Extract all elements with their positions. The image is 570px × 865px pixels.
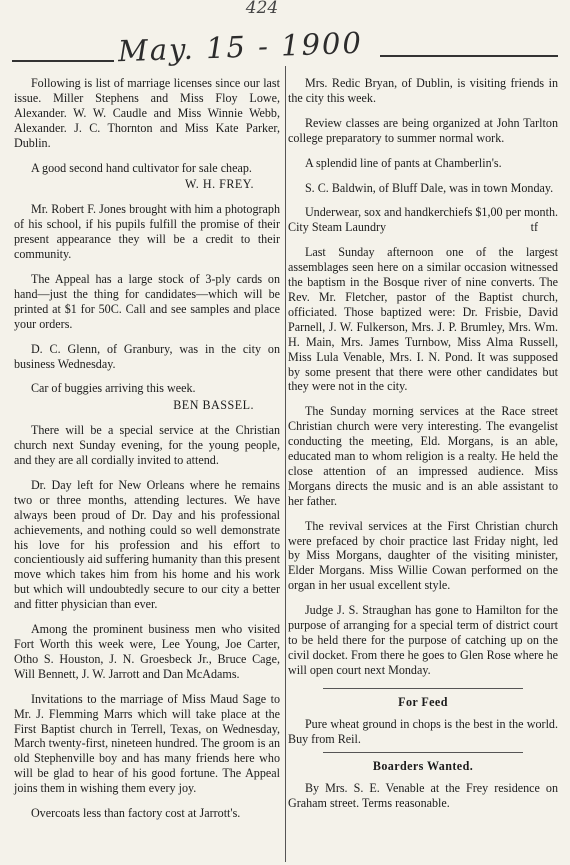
review-classes-item: Review classes are being organized at John Tarlton college preparatory to summer normal work. <box>288 115 558 145</box>
buggies-ad-signature: BEN BASSEL. <box>173 398 254 413</box>
pants-ad: A splendid line of pants at Chamberlin's. <box>304 155 502 170</box>
baptism-item: Last Sunday afternoon one of the largest assemblages seen here on a similar occasion witnessed the baptism in the Bosque river of nine converts. The Rev. Mr. Fletcher, pastor of the Baptist church, officiated. Those baptized were: Dr. Frisbie, David Parnell, J. W. Fulkerson, Mrs. J. P. Brumley, Mrs. Wm. H. Main, Mrs. James Turnbow, Miss Alma Russell, Miss Lula Venable, Mrs. I. N. Pond. It was supposed by some present that there were other candidates but they were not in the city. <box>288 245 558 394</box>
baldwin-visit-item: S. C. Baldwin, of Bluff Dale, was in town Monday. <box>304 180 554 195</box>
dr-day-item: Dr. Day left for New Orleans where he remains two or three months, attending lectures. We have always been proud of Dr. Day and his professional achievements, and nothing could so well demonstrate his love for his profession and his effort to concientiously aid suffering humanity than this present move which takes him from his home and his work but which will undoubtedly secure to our city a better and fitter physician than ever. <box>14 477 280 612</box>
boarders-wanted-text: By Mrs. S. E. Venable at the Frey residence on Graham street. Terms reasonable. <box>288 781 558 811</box>
section-separator <box>323 688 523 689</box>
laundry-ad <box>288 205 558 235</box>
race-street-church-item: The Sunday morning services at the Race street Christian church were very interesting. The evangelist conducting the meeting, Eld. Morgans, is an able, educated man to whom religion is a realty. He held the close attention of an impressed audience. Miss Morgans directs the music and is an able assistant to her father. <box>288 404 558 508</box>
cultivator-ad-signature: W. H. FREY. <box>184 177 254 192</box>
revival-services-item: The revival services at the First Christian church were prefaced by choir practice last Friday night, led by Miss Morgans, daughter of the visiting minister, Elder Morgans. Miss Willie Cowan performed on the organ in her usual excellent style. <box>288 518 558 593</box>
glenn-visit-item: D. C. Glenn, of Granbury, was in the city on business Wednesday. <box>14 341 280 371</box>
straughan-court-item: Judge J. S. Straughan has gone to Hamilton for the purpose of arranging for a special term of district court to be held there for the purpose of catching up on the civil docket. From there he goes to Glen Rose where he will open court next Monday. <box>288 603 558 677</box>
christian-church-service-item: There will be a special service at the Christian church next Sunday evening, for the young people, and they are all cordially invited to attend. <box>14 423 280 468</box>
right-column <box>288 76 558 821</box>
marriage-licenses-item: Following is list of marriage licenses since our last issue. Miller Stephens and Miss Floy Lowe, Alexander. W. W. Caudle and Miss Winnie Webb, Alexander. J. C. Thornton and Miss Kate Parker, Dublin. <box>14 76 280 150</box>
column-divider <box>285 66 286 862</box>
header-rule-right <box>380 55 558 57</box>
cultivator-ad: A good second hand cultivator for sale cheap. <box>30 160 252 175</box>
for-feed-heading: For Feed <box>398 694 448 709</box>
for-feed-text: Pure wheat ground in chops is the best in the world. Buy from Reil. <box>288 716 558 746</box>
fort-worth-visitors-item: Among the prominent business men who visited Fort Worth this week were, Lee Young, Joe Carter, Otho S. Houston, J. N. Groesbeck Jr., Bruce Cage, Will Bennett, J. W. Jarrott and Dan McAdams. <box>14 622 280 681</box>
overcoats-ad: Overcoats less than factory cost at Jarrott's. <box>30 806 241 821</box>
left-column <box>14 76 280 831</box>
buggies-ad: Car of buggies arriving this week. <box>30 381 196 396</box>
bryan-visit-item: Mrs. Redic Bryan, of Dublin, is visiting friends in the city this week. <box>288 76 558 105</box>
page-number: 424 <box>245 0 279 18</box>
header-rule-left <box>12 60 114 62</box>
laundry-ad-mark: tf <box>530 220 538 235</box>
boarders-wanted-heading: Boarders Wanted. <box>372 759 474 774</box>
jones-photograph-item: Mr. Robert F. Jones brought with him a photograph of his school, if his pupils fulfill the promise of their present appearance they will be a credit to their community. <box>14 202 280 262</box>
ply-cards-ad: The Appeal has a large stock of 3-ply cards on hand—just the thing for candidates—which will be printed at $1 for 50C. Call and see samples and place your orders. <box>14 271 280 331</box>
sage-marrs-wedding-item: Invitations to the marriage of Miss Maud Sage to Mr. J. Flemming Marrs which will take place at the First Baptist church in Terrell, Texas, on Wednesday, March twenty-first, nineteen hundred. The groom is an old Stephenville boy and has many friends here who will be glad to hear of his good fortune. The Appeal joins them in wishing them every joy. <box>14 691 280 796</box>
laundry-ad-text: Underwear, sox and handkerchiefs $1,00 per month. City Steam Laundry <box>288 205 559 235</box>
section-separator <box>323 752 523 753</box>
handwritten-date: May. 15 - 1900 <box>117 25 364 69</box>
